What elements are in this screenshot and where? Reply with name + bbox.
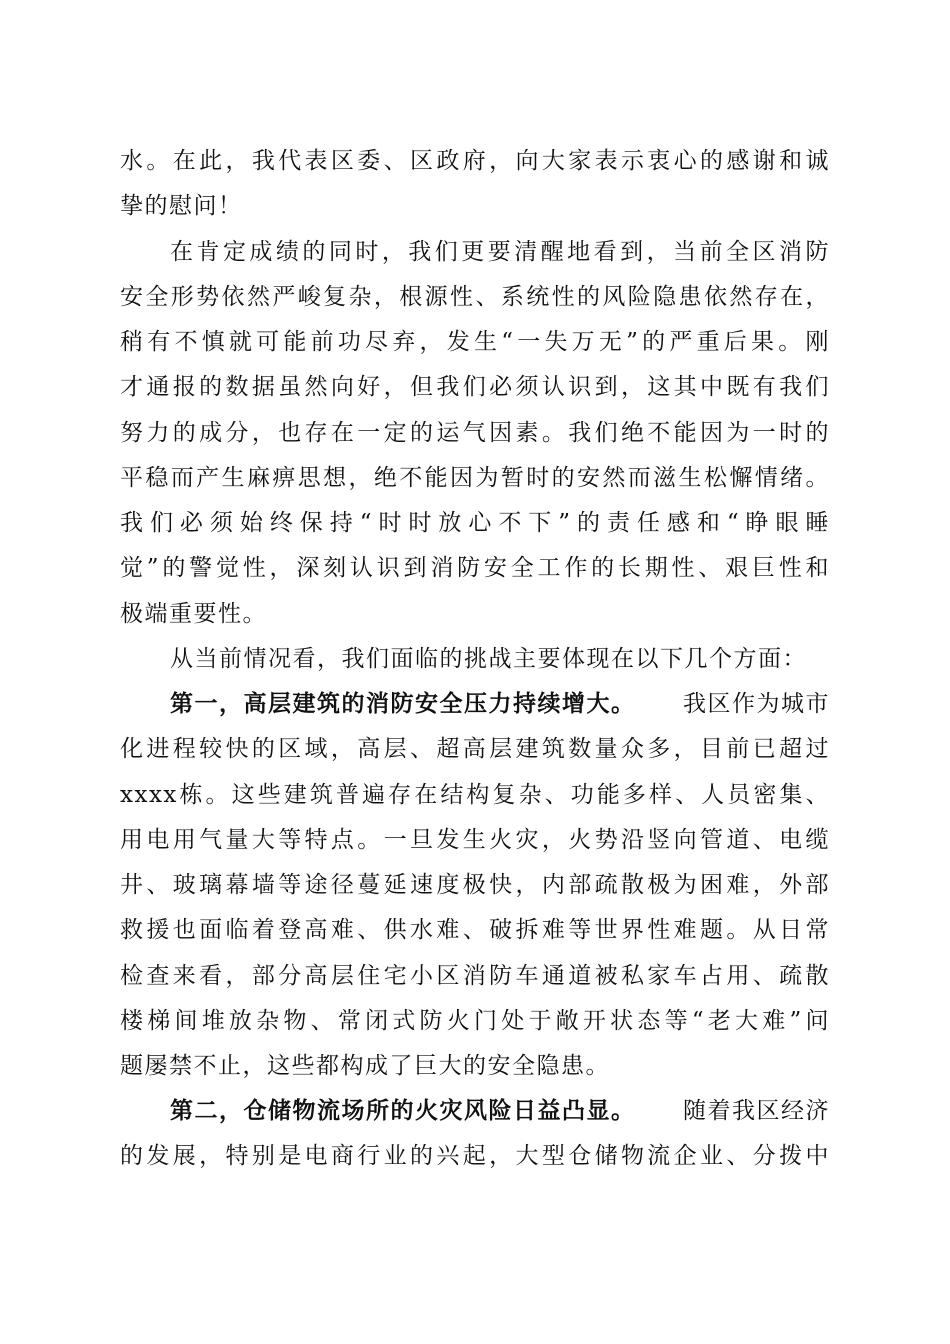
paragraph-line: 楼梯间堆放杂物、常闭式防火门处于敞开状态等“老大难”问 (120, 1008, 830, 1034)
paragraph-line: 水。在此，我代表区委、区政府，向大家表示衷心的感谢和诚 (120, 148, 830, 174)
paragraph-line: 化进程较快的区域，高层、超高层建筑数量众多，目前已超过 (120, 736, 830, 762)
paragraph-line: xxxx栋。这些建筑普遍存在结构复杂、功能多样、人员密集、 (120, 782, 830, 808)
paragraph-text: 我区作为城市 (683, 691, 830, 717)
paragraph-line: 题屡禁不止，这些都构成了巨大的安全隐患。 (120, 1053, 610, 1079)
paragraph-line: 挚的慰问！ (120, 193, 243, 219)
paragraph-line: 从当前情况看，我们面临的挑战主要体现在以下几个方面： (170, 646, 807, 672)
section-heading: 第二，仓储物流场所的火灾风险日益凸显。 (170, 1097, 636, 1124)
paragraph-line: 才通报的数据虽然向好，但我们必须认识到，这其中既有我们 (120, 374, 830, 400)
paragraph-text: 随着我区经济 (683, 1098, 830, 1124)
paragraph-line: 安全形势依然严峻复杂，根源性、系统性的风险隐患依然存在， (120, 284, 830, 310)
paragraph-line: 稍有不慎就可能前功尽弃，发生“一失万无”的严重后果。刚 (120, 329, 830, 355)
paragraph-line: 努力的成分，也存在一定的运气因素。我们绝不能因为一时的 (120, 420, 830, 446)
paragraph-line (170, 689, 830, 719)
paragraph-line (170, 1096, 830, 1126)
section-heading: 第一，高层建筑的消防安全压力持续增大。 (170, 690, 636, 717)
paragraph-line: 检查来看，部分高层住宅小区消防车通道被私家车占用、疏散 (120, 963, 830, 989)
paragraph-line: 的发展，特别是电商行业的兴起，大型仓储物流企业、分拨中 (120, 1143, 830, 1169)
paragraph-line: 极端重要性。 (120, 601, 267, 627)
paragraph-line: 用电用气量大等特点。一旦发生火灾，火势沿竖向管道、电缆 (120, 827, 830, 853)
paragraph-line: 我们必须始终保持“时时放心不下”的责任感和“睁眼睡 (120, 510, 830, 536)
paragraph-line: 井、玻璃幕墙等途径蔓延速度极快，内部疏散极为困难，外部 (120, 872, 830, 898)
paragraph-line: 觉”的警觉性，深刻认识到消防安全工作的长期性、艰巨性和 (120, 555, 830, 581)
paragraph-line: 在肯定成绩的同时，我们更要清醒地看到，当前全区消防 (170, 239, 830, 265)
paragraph-line: 平稳而产生麻痹思想，绝不能因为暂时的安然而滋生松懈情绪。 (120, 465, 830, 491)
paragraph-line: 救援也面临着登高难、供水难、破拆难等世界性难题。从日常 (120, 917, 830, 943)
